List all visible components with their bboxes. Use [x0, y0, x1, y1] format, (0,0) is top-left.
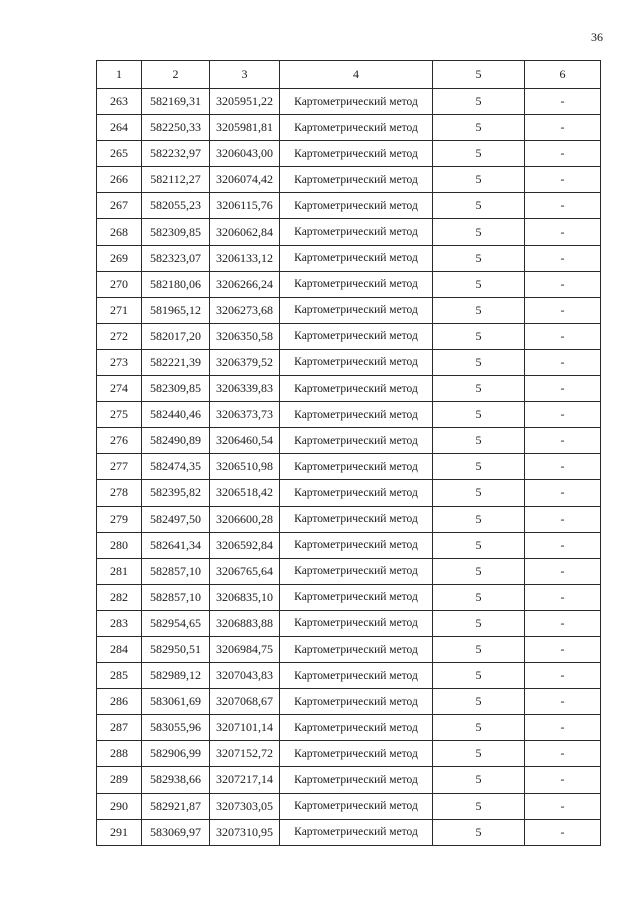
method-cell: Картометрический метод — [280, 167, 433, 193]
table-row — [97, 532, 601, 558]
x-coordinate-cell: 582857,10 — [142, 584, 210, 610]
point-number-cell: 270 — [97, 271, 142, 297]
accuracy-cell: 5 — [433, 245, 525, 271]
point-number-cell: 277 — [97, 454, 142, 480]
point-number-cell: 264 — [97, 115, 142, 141]
method-cell: Картометрический метод — [280, 767, 433, 793]
note-cell: - — [525, 271, 601, 297]
method-cell: Картометрический метод — [280, 297, 433, 323]
x-coordinate-cell: 582938,66 — [142, 767, 210, 793]
table-row — [97, 219, 601, 245]
note-cell: - — [525, 141, 601, 167]
note-cell: - — [525, 376, 601, 402]
note-cell: - — [525, 793, 601, 819]
accuracy-cell: 5 — [433, 141, 525, 167]
header-cell: 2 — [142, 61, 210, 89]
table-body — [97, 61, 601, 846]
point-number-cell: 288 — [97, 741, 142, 767]
accuracy-cell: 5 — [433, 297, 525, 323]
point-number-cell: 282 — [97, 584, 142, 610]
y-coordinate-cell: 3206835,10 — [210, 584, 280, 610]
accuracy-cell: 5 — [433, 741, 525, 767]
y-coordinate-cell: 3206460,54 — [210, 428, 280, 454]
x-coordinate-cell: 582395,82 — [142, 480, 210, 506]
y-coordinate-cell: 3206266,24 — [210, 271, 280, 297]
y-coordinate-cell: 3206043,00 — [210, 141, 280, 167]
y-coordinate-cell: 3206592,84 — [210, 532, 280, 558]
note-cell: - — [525, 584, 601, 610]
note-cell: - — [525, 402, 601, 428]
accuracy-cell: 5 — [433, 454, 525, 480]
table-row — [97, 297, 601, 323]
x-coordinate-cell: 582323,07 — [142, 245, 210, 271]
x-coordinate-cell: 582906,99 — [142, 741, 210, 767]
y-coordinate-cell: 3206273,68 — [210, 297, 280, 323]
y-coordinate-cell: 3207303,05 — [210, 793, 280, 819]
method-cell: Картометрический метод — [280, 506, 433, 532]
y-coordinate-cell: 3207101,14 — [210, 715, 280, 741]
point-number-cell: 265 — [97, 141, 142, 167]
accuracy-cell: 5 — [433, 480, 525, 506]
x-coordinate-cell: 583061,69 — [142, 689, 210, 715]
table-row — [97, 610, 601, 636]
table-row — [97, 271, 601, 297]
table-row — [97, 767, 601, 793]
y-coordinate-cell: 3206379,52 — [210, 349, 280, 375]
x-coordinate-cell: 582180,06 — [142, 271, 210, 297]
note-cell: - — [525, 297, 601, 323]
y-coordinate-cell: 3207310,95 — [210, 819, 280, 845]
y-coordinate-cell: 3205981,81 — [210, 115, 280, 141]
note-cell: - — [525, 167, 601, 193]
x-coordinate-cell: 582309,85 — [142, 376, 210, 402]
accuracy-cell: 5 — [433, 167, 525, 193]
x-coordinate-cell: 582250,33 — [142, 115, 210, 141]
y-coordinate-cell: 3206115,76 — [210, 193, 280, 219]
accuracy-cell: 5 — [433, 193, 525, 219]
y-coordinate-cell: 3206984,75 — [210, 636, 280, 662]
table-row — [97, 402, 601, 428]
note-cell: - — [525, 480, 601, 506]
method-cell: Картометрический метод — [280, 402, 433, 428]
x-coordinate-cell: 582474,35 — [142, 454, 210, 480]
table-row — [97, 245, 601, 271]
y-coordinate-cell: 3207152,72 — [210, 741, 280, 767]
accuracy-cell: 5 — [433, 793, 525, 819]
point-number-cell: 266 — [97, 167, 142, 193]
header-cell: 6 — [525, 61, 601, 89]
x-coordinate-cell: 582954,65 — [142, 610, 210, 636]
method-cell: Картометрический метод — [280, 271, 433, 297]
note-cell: - — [525, 245, 601, 271]
method-cell: Картометрический метод — [280, 376, 433, 402]
point-number-cell: 276 — [97, 428, 142, 454]
header-cell: 4 — [280, 61, 433, 89]
method-cell: Картометрический метод — [280, 532, 433, 558]
method-cell: Картометрический метод — [280, 219, 433, 245]
accuracy-cell: 5 — [433, 689, 525, 715]
accuracy-cell: 5 — [433, 767, 525, 793]
note-cell: - — [525, 115, 601, 141]
accuracy-cell: 5 — [433, 663, 525, 689]
table-row — [97, 376, 601, 402]
y-coordinate-cell: 3206350,58 — [210, 323, 280, 349]
method-cell: Картометрический метод — [280, 245, 433, 271]
x-coordinate-cell: 582641,34 — [142, 532, 210, 558]
header-cell: 5 — [433, 61, 525, 89]
y-coordinate-cell: 3206765,64 — [210, 558, 280, 584]
x-coordinate-cell: 582221,39 — [142, 349, 210, 375]
point-number-cell: 280 — [97, 532, 142, 558]
table-row — [97, 715, 601, 741]
table-row — [97, 428, 601, 454]
accuracy-cell: 5 — [433, 323, 525, 349]
page-number: 36 — [591, 30, 603, 44]
accuracy-cell: 5 — [433, 715, 525, 741]
point-number-cell: 268 — [97, 219, 142, 245]
y-coordinate-cell: 3207217,14 — [210, 767, 280, 793]
method-cell: Картометрический метод — [280, 480, 433, 506]
table-row — [97, 89, 601, 115]
table-row — [97, 506, 601, 532]
method-cell: Картометрический метод — [280, 715, 433, 741]
point-number-cell: 285 — [97, 663, 142, 689]
point-number-cell: 267 — [97, 193, 142, 219]
y-coordinate-cell: 3206074,42 — [210, 167, 280, 193]
accuracy-cell: 5 — [433, 584, 525, 610]
note-cell: - — [525, 349, 601, 375]
point-number-cell: 271 — [97, 297, 142, 323]
table-row — [97, 454, 601, 480]
table-row — [97, 480, 601, 506]
method-cell: Картометрический метод — [280, 793, 433, 819]
x-coordinate-cell: 582950,51 — [142, 636, 210, 662]
method-cell: Картометрический метод — [280, 663, 433, 689]
point-number-cell: 291 — [97, 819, 142, 845]
y-coordinate-cell: 3206339,83 — [210, 376, 280, 402]
x-coordinate-cell: 582440,46 — [142, 402, 210, 428]
accuracy-cell: 5 — [433, 349, 525, 375]
table-row — [97, 793, 601, 819]
note-cell: - — [525, 689, 601, 715]
accuracy-cell: 5 — [433, 636, 525, 662]
note-cell: - — [525, 741, 601, 767]
table-row — [97, 323, 601, 349]
accuracy-cell: 5 — [433, 219, 525, 245]
x-coordinate-cell: 583069,97 — [142, 819, 210, 845]
x-coordinate-cell: 582232,97 — [142, 141, 210, 167]
table-row — [97, 349, 601, 375]
point-number-cell: 279 — [97, 506, 142, 532]
accuracy-cell: 5 — [433, 532, 525, 558]
accuracy-cell: 5 — [433, 819, 525, 845]
x-coordinate-cell: 582017,20 — [142, 323, 210, 349]
point-number-cell: 273 — [97, 349, 142, 375]
point-number-cell: 290 — [97, 793, 142, 819]
table-row — [97, 558, 601, 584]
method-cell: Картометрический метод — [280, 428, 433, 454]
point-number-cell: 278 — [97, 480, 142, 506]
accuracy-cell: 5 — [433, 610, 525, 636]
x-coordinate-cell: 582857,10 — [142, 558, 210, 584]
method-cell: Картометрический метод — [280, 323, 433, 349]
x-coordinate-cell: 582055,23 — [142, 193, 210, 219]
y-coordinate-cell: 3206510,98 — [210, 454, 280, 480]
accuracy-cell: 5 — [433, 271, 525, 297]
point-number-cell: 287 — [97, 715, 142, 741]
accuracy-cell: 5 — [433, 89, 525, 115]
point-number-cell: 284 — [97, 636, 142, 662]
method-cell: Картометрический метод — [280, 610, 433, 636]
method-cell: Картометрический метод — [280, 349, 433, 375]
method-cell: Картометрический метод — [280, 819, 433, 845]
table-row — [97, 819, 601, 845]
table-row — [97, 193, 601, 219]
table-row — [97, 741, 601, 767]
y-coordinate-cell: 3207043,83 — [210, 663, 280, 689]
note-cell: - — [525, 663, 601, 689]
y-coordinate-cell: 3206373,73 — [210, 402, 280, 428]
point-number-cell: 283 — [97, 610, 142, 636]
y-coordinate-cell: 3206062,84 — [210, 219, 280, 245]
accuracy-cell: 5 — [433, 376, 525, 402]
y-coordinate-cell: 3206600,28 — [210, 506, 280, 532]
table-row — [97, 115, 601, 141]
accuracy-cell: 5 — [433, 428, 525, 454]
method-cell: Картометрический метод — [280, 689, 433, 715]
coordinates-table — [96, 60, 601, 846]
method-cell: Картометрический метод — [280, 584, 433, 610]
method-cell: Картометрический метод — [280, 89, 433, 115]
method-cell: Картометрический метод — [280, 454, 433, 480]
y-coordinate-cell: 3206883,88 — [210, 610, 280, 636]
note-cell: - — [525, 767, 601, 793]
x-coordinate-cell: 581965,12 — [142, 297, 210, 323]
note-cell: - — [525, 506, 601, 532]
point-number-cell: 263 — [97, 89, 142, 115]
note-cell: - — [525, 636, 601, 662]
table-row — [97, 167, 601, 193]
x-coordinate-cell: 582490,89 — [142, 428, 210, 454]
header-cell: 3 — [210, 61, 280, 89]
note-cell: - — [525, 89, 601, 115]
note-cell: - — [525, 428, 601, 454]
method-cell: Картометрический метод — [280, 741, 433, 767]
x-coordinate-cell: 582989,12 — [142, 663, 210, 689]
note-cell: - — [525, 219, 601, 245]
y-coordinate-cell: 3206518,42 — [210, 480, 280, 506]
note-cell: - — [525, 193, 601, 219]
header-cell: 1 — [97, 61, 142, 89]
note-cell: - — [525, 558, 601, 584]
point-number-cell: 272 — [97, 323, 142, 349]
accuracy-cell: 5 — [433, 506, 525, 532]
point-number-cell: 286 — [97, 689, 142, 715]
header-row — [97, 61, 601, 89]
point-number-cell: 289 — [97, 767, 142, 793]
accuracy-cell: 5 — [433, 115, 525, 141]
note-cell: - — [525, 532, 601, 558]
point-number-cell: 275 — [97, 402, 142, 428]
method-cell: Картометрический метод — [280, 636, 433, 662]
method-cell: Картометрический метод — [280, 193, 433, 219]
note-cell: - — [525, 323, 601, 349]
note-cell: - — [525, 819, 601, 845]
y-coordinate-cell: 3206133,12 — [210, 245, 280, 271]
x-coordinate-cell: 582309,85 — [142, 219, 210, 245]
table-row — [97, 636, 601, 662]
method-cell: Картометрический метод — [280, 558, 433, 584]
x-coordinate-cell: 582112,27 — [142, 167, 210, 193]
point-number-cell: 281 — [97, 558, 142, 584]
table-row — [97, 689, 601, 715]
table-row — [97, 584, 601, 610]
table-row — [97, 663, 601, 689]
point-number-cell: 269 — [97, 245, 142, 271]
note-cell: - — [525, 454, 601, 480]
y-coordinate-cell: 3207068,67 — [210, 689, 280, 715]
accuracy-cell: 5 — [433, 402, 525, 428]
note-cell: - — [525, 610, 601, 636]
method-cell: Картометрический метод — [280, 141, 433, 167]
method-cell: Картометрический метод — [280, 115, 433, 141]
accuracy-cell: 5 — [433, 558, 525, 584]
y-coordinate-cell: 3205951,22 — [210, 89, 280, 115]
note-cell: - — [525, 715, 601, 741]
point-number-cell: 274 — [97, 376, 142, 402]
table-row — [97, 141, 601, 167]
x-coordinate-cell: 583055,96 — [142, 715, 210, 741]
x-coordinate-cell: 582497,50 — [142, 506, 210, 532]
x-coordinate-cell: 582169,31 — [142, 89, 210, 115]
x-coordinate-cell: 582921,87 — [142, 793, 210, 819]
